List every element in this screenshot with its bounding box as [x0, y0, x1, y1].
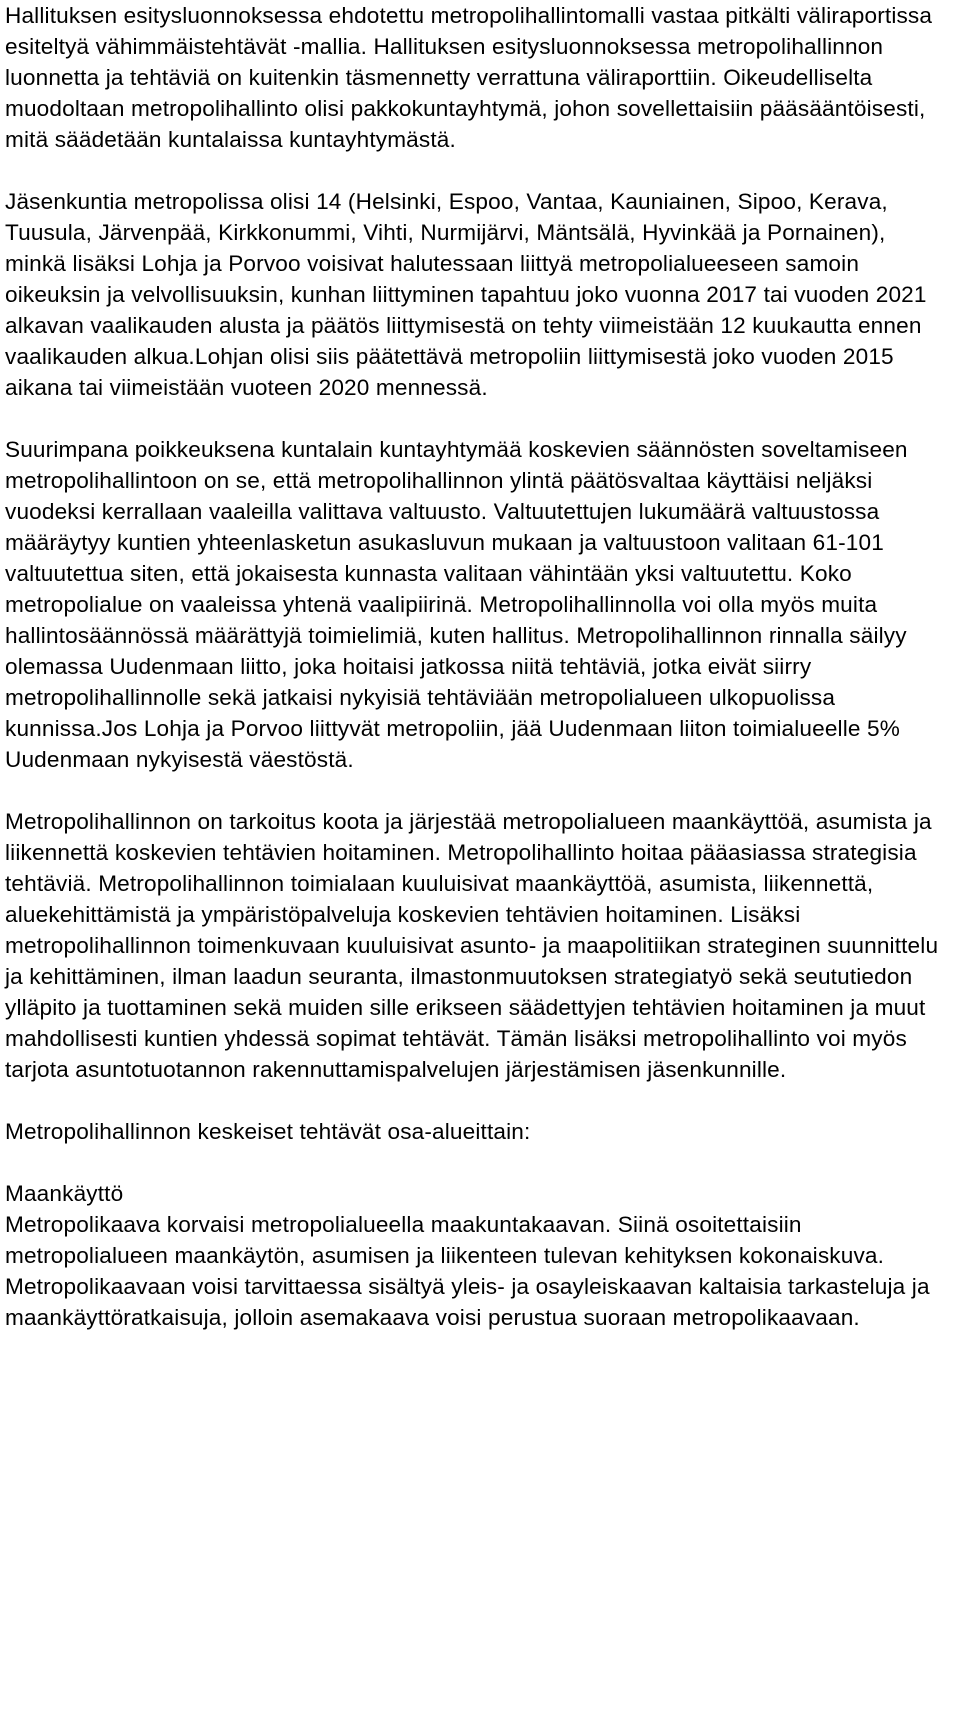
paragraph-responsibilities: Metropolihallinnon on tarkoitus koota ja järjestää metropolialueen maankäyttöä, asumista ja liikennettä koskevien tehtävien hoitaminen. Metropolihallinto hoitaa pääasiassa strategisia tehtäviä. Metropolihallinnon toimialaan kuuluisivat maankäyttöä, asumista, liikennettä, aluekehittämistä ja ympäristöpalveluja koskevien tehtävien hoitaminen. Lisäksi metropolihallinnon toimenkuvaan kuuluisivat asunto- ja maapolitiikan strateginen suunnittelu ja kehittäminen, ilman laadun seuranta, ilmastonmuutoksen strategiatyö sekä seututiedon ylläpito ja tuottaminen sekä muiden sille erikseen säädettyjen tehtävien hoitaminen ja muut mahdollisesti kuntien yhdessä sopimat tehtävät. Tämän lisäksi metropolihallinto voi myös tarjota asuntotuotannon rakennuttamispalvelujen järjestämisen jäsenkunnille. [5, 809, 939, 1082]
paragraph-gap [5, 1085, 946, 1116]
paragraph-gap [5, 1147, 946, 1178]
section-heading-land-use: Maankäyttö [5, 1181, 124, 1206]
paragraph-gap [5, 403, 946, 434]
paragraph-gap [5, 155, 946, 186]
paragraph-member-municipalities: Jäsenkuntia metropolissa olisi 14 (Helsinki, Espoo, Vantaa, Kauniainen, Sipoo, Kerava, Tuusula, Järvenpää, Kirkkonummi, Vihti, Nurmijärvi, Mäntsälä, Hyvinkää ja Pornainen), minkä lisäksi Lohja ja Porvoo voisivat halutessaan liittyä metropolialueeseen samoin oikeuksin ja velvollisuuksin, kunhan liittyminen tapahtuu joko vuonna 2017 tai vuoden 2021 alkavan vaalikauden alusta ja päätös liittymisestä on tehty viimeistään 12 kuukautta ennen vaalikauden alkua.Lohjan olisi siis päätettävä metropoliin liittymisestä joko vuoden 2015 aikana tai viimeistään vuoteen 2020 mennessä. [5, 189, 927, 400]
paragraph-proposal-model: Hallituksen esitysluonnoksessa ehdotettu metropolihallintomalli vastaa pitkälti väliraportissa esiteltyä vähimmäistehtävät -mallia. Hallituksen esitysluonnoksessa metropolihallinnon luonnetta ja tehtäviä on kuitenkin täsmennetty verrattuna väliraporttiin. Oikeudelliselta muodoltaan metropolihallinto olisi pakkokuntayhtymä, johon sovellettaisiin pääsääntöisesti, mitä säädetään kuntalaissa kuntayhtymästä. [5, 3, 933, 152]
paragraph-council: Suurimpana poikkeuksena kuntalain kuntayhtymää koskevien säännösten soveltamiseen metropolihallintoon on se, että metropolihallinnon ylintä päätösvaltaa käyttäisi neljäksi vuodeksi kerrallaan vaaleilla valittava valtuusto. Valtuutettujen lukumäärä valtuustossa määräytyy kuntien yhteenlasketun asukasluvun mukaan ja valtuustoon valitaan 61-101 valtuutettua siten, että jokaisesta kunnasta valitaan vähintään yksi valtuutettu. Koko metropolialue on vaaleissa yhtenä vaalipiirinä. Metropolihallinnolla voi olla myös muita hallintosäännössä määrättyjä toimielimiä, kuten hallitus. Metropolihallinnon rinnalla säilyy olemassa Uudenmaan liitto, joka hoitaisi jatkossa niitä tehtäviä, jotka eivät siirry metropolihallinnolle sekä jatkaisi nykyisiä tehtäviään metropolialueen ulkopuolissa kunnissa.Jos Lohja ja Porvoo liittyvät metropoliin, jää Uudenmaan liiton toimialueelle 5% Uudenmaan nykyisestä väestöstä. [5, 437, 908, 772]
paragraph-gap [5, 775, 946, 806]
paragraph-land-use: Metropolikaava korvaisi metropolialueella maakuntakaavan. Siinä osoitettaisiin metropolialueen maankäytön, asumisen ja liikenteen tulevan kehityksen kokonaiskuva. Metropolikaavaan voisi tarvittaessa sisältyä yleis- ja osayleiskaavan kaltaisia tarkasteluja ja maankäyttöratkaisuja, jolloin asemakaava voisi perustua suoraan metropolikaavaan. [5, 1212, 930, 1330]
paragraph-key-tasks-intro: Metropolihallinnon keskeiset tehtävät osa-alueittain: [5, 1119, 531, 1144]
